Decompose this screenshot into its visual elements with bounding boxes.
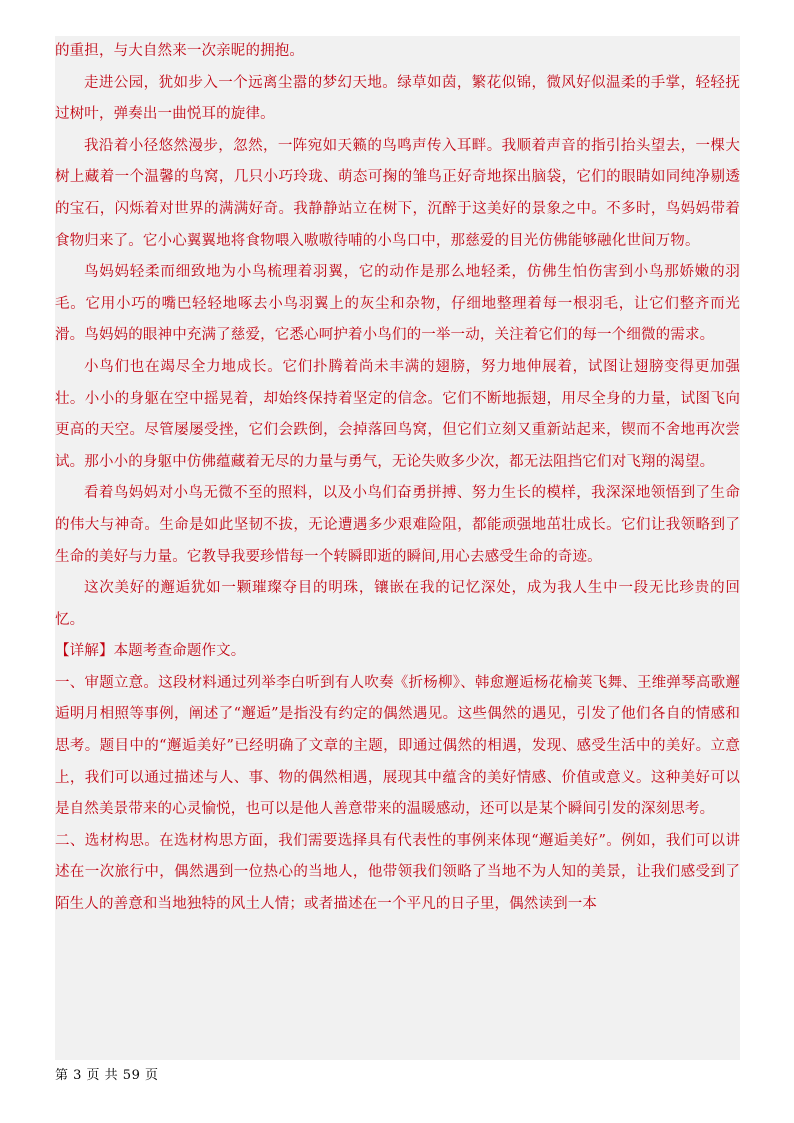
essay-section (55, 36, 740, 636)
analysis-tag: 【详解】 (55, 643, 114, 660)
essay-paragraph: 这次美好的邂逅犹如一颗璀璨夺目的明珠，镶嵌在我的记忆深处，成为我人生中一段无比珍贵的回忆。 (55, 580, 740, 628)
page-number: 第 3 页 共 59 页 (55, 1068, 159, 1083)
essay-paragraph: 看着鸟妈妈对小鸟无微不至的照料，以及小鸟们奋勇拼搏、努力生长的模样，我深深地领悟到了生命的伟大与神奇。生命是如此坚韧不拔，无论遭遇多少艰难险阻，都能顽强地茁壮成长。它们让我领略到了生命的美好与力量。它教导我要珍惜每一个转瞬即逝的瞬间,用心去感受生命的奇迹。 (55, 485, 740, 565)
essay-paragraph: 走进公园，犹如步入一个远离尘嚣的梦幻天地。绿草如茵，繁花似锦，微风好似温柔的手掌，轻轻抚过树叶，弹奏出一曲悦耳的旋律。 (55, 74, 740, 123)
essay-paragraph: 鸟妈妈轻柔而细致地为小鸟梳理着羽翼，它的动作是那么地轻柔，仿佛生怕伤害到小鸟那娇嫩的羽毛。它用小巧的嘴巴轻轻地啄去小鸟羽翼上的灰尘和杂物，仔细地整理着每一根羽毛，让它们整齐而光滑。鸟妈妈的眼神中充满了慈爱，它悉心呵护着小鸟们的一举一动，关注着它们的每一个细微的需求。 (55, 264, 740, 344)
essay-paragraph: 小鸟们也在竭尽全力地成长。它们扑腾着尚未丰满的翅膀，努力地伸展着，试图让翅膀变得更加强壮。小小的身躯在空中摇晃着，却始终保持着坚定的信念。它们不断地振翅，用尽全身的力量，试图飞向更高的天空。尽管屡屡受挫，它们会跌倒，会掉落回鸟窝，但它们立刻又重新站起来，锲而不舍地再次尝试。那小小的身躯中仿佛蕴藏着无尽的力量与勇气，无论失败多少次，都无法阻挡它们对飞翔的渴望。 (55, 358, 740, 470)
analysis-intro: 本题考查命题作文。 (113, 643, 246, 660)
essay-paragraph: 我沿着小径悠然漫步，忽然，一阵宛如天籁的鸟鸣声传入耳畔。我顺着声音的指引抬头望去，一棵大树上藏着一个温馨的鸟窝，几只小巧玲珑、萌态可掬的雏鸟正好奇地探出脑袋，它们的眼睛如同纯净剔透的宝石，闪烁着对世界的满满好奇。我静静站立在树下，沉醉于这美好的景象之中。不多时，鸟妈妈带着食物归来了。它小心翼翼地将食物喂入嗷嗷待哺的小鸟口中，那慈爱的目光仿佛能够融化世间万物。 (55, 137, 740, 249)
document-content (55, 36, 740, 1060)
analysis-heading (55, 636, 740, 668)
analysis-section (55, 636, 740, 920)
analysis-paragraph: 二、选材构思。在选材构思方面，我们需要选择具有代表性的事例来体现“邂逅美好”。例如，我们可以讲述在一次旅行中，偶然遇到一位热心的当地人，他带领我们领略了当地不为人知的美景，让我们感受到了陌生人的善意和当地独特的风土人情；或者描述在一个平凡的日子里，偶然读到一本 (55, 832, 740, 913)
analysis-paragraph: 一、审题立意。这段材料通过列举李白听到有人吹奏《折杨柳》、韩愈邂逅杨花榆荚飞舞、王维弹琴高歌邂逅明月相照等事例，阐述了“邂逅”是指没有约定的偶然遇见。这些偶然的遇见，引发了他们各自的情感和思考。题目中的“邂逅美好”已经明确了文章的主题，即通过偶然的相遇，发现、感受生活中的美好。立意上，我们可以通过描述与人、事、物的偶然相遇，展现其中蕴含的美好情感、价值或意义。这种美好可以是自然美景带来的心灵愉悦，也可以是他人善意带来的温暖感动，还可以是某个瞬间引发的深刻思考。 (55, 674, 740, 818)
essay-paragraph: 的重担，与大自然来一次亲昵的拥抱。 (55, 43, 305, 59)
